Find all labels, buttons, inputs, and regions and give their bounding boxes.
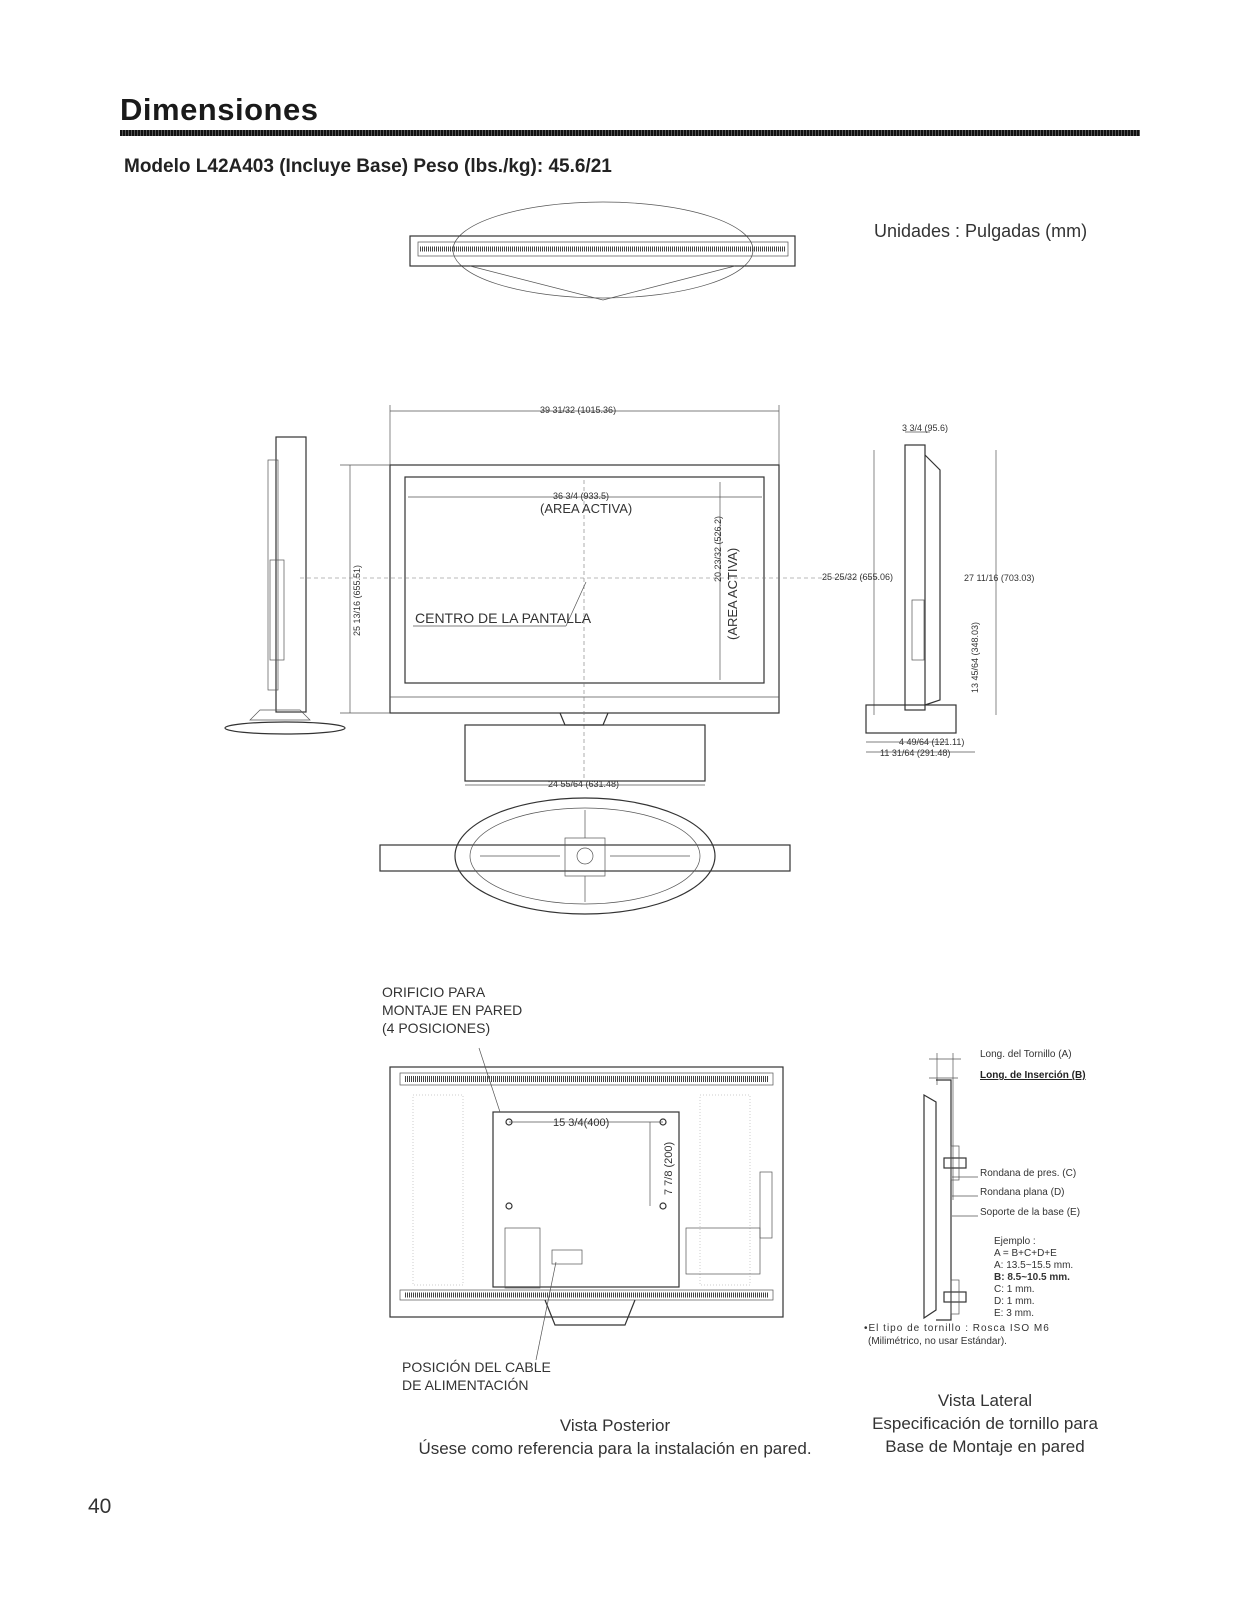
base-support-label: Soporte de la base (E) <box>980 1207 1081 1218</box>
height-to-center-dim: 25 13/16 (655.51) <box>352 564 362 636</box>
model-subtitle: Modelo L42A403 (Incluye Base) Peso (lbs./kg): 45.6/21 <box>124 156 612 177</box>
base-depth-dim: 11 31/64 (291.48) <box>880 748 951 758</box>
active-width-dim: 36 3/4 (933.5) <box>553 491 610 501</box>
hole-h-spacing-dim: 15 3/4(400) <box>553 1117 610 1129</box>
active-width-label: (AREA ACTIVA) <box>540 501 633 516</box>
screw-detail-drawing <box>924 1053 978 1320</box>
page-number: 40 <box>88 1495 112 1518</box>
bottom-view-drawing <box>380 798 790 914</box>
side-view-caption: Vista Lateral Especificación de tornillo para Base de Montaje en pared <box>872 1391 1098 1456</box>
active-height-dim: 20 23/32 (526.2) <box>713 515 723 582</box>
hole-v-spacing-dim: 7 7/8 (200) <box>663 1141 675 1195</box>
top-view-drawing <box>410 202 795 300</box>
center-height-dim: 25 25/32 (655.06) <box>822 572 894 582</box>
base-depth-front-dim: 4 49/64 (121.11) <box>899 737 965 747</box>
right-side-view-drawing <box>866 432 996 752</box>
rear-view-caption: Vista Posterior Úsese como referencia para la instalación en pared. <box>418 1416 812 1458</box>
rear-view-drawing <box>390 1048 783 1360</box>
pressure-washer-label: Rondana de pres. (C) <box>980 1168 1077 1179</box>
lower-height-dim: 13 45/64 (348.03) <box>970 621 980 693</box>
insertion-length-label: Long. de Inserción (B) <box>980 1070 1086 1081</box>
wall-mount-hole-label: ORIFICIO PARA MONTAJE EN PARED (4 POSICIONES) <box>382 984 523 1036</box>
screw-example: Ejemplo : A = B+C+D+E A: 13.5~15.5 mm. B: 8.5~10.5 mm. C: 1 mm. D: 1 mm. E: 3 mm. <box>994 1236 1074 1319</box>
power-cable-label: POSICIÓN DEL CABLE DE ALIMENTACIÓN <box>402 1359 551 1393</box>
page-title: Dimensiones <box>120 92 319 127</box>
base-width-dim: 24 55/64 (631.48) <box>548 779 620 789</box>
screw-type-note: •El tipo de tornillo : Rosca ISO M6 <box>864 1323 1050 1334</box>
flat-washer-label: Rondana plana (D) <box>980 1187 1065 1198</box>
overall-width-dim: 39 31/32 (1015.36) <box>540 405 617 415</box>
screw-metric-note: (Milimétrico, no usar Estándar). <box>868 1336 1007 1347</box>
left-profile-drawing <box>225 437 345 734</box>
overall-height-dim: 27 11/16 (703.03) <box>964 573 1035 583</box>
units-label: Unidades : Pulgadas (mm) <box>874 221 1088 241</box>
active-height-label: (AREA ACTIVA) <box>725 547 740 640</box>
screen-center-label: CENTRO DE LA PANTALLA <box>415 610 592 626</box>
screw-length-label: Long. del Tornillo (A) <box>980 1049 1072 1060</box>
front-view-drawing <box>300 405 880 785</box>
depth-dim: 3 3/4 (95.6) <box>902 423 949 433</box>
